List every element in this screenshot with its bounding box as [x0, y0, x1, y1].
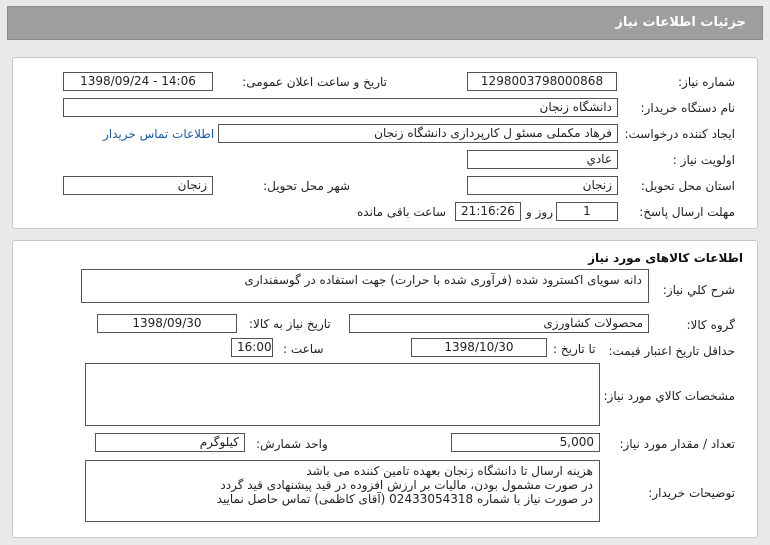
- deadline-time-field[interactable]: 21:16:26: [455, 202, 521, 221]
- buyer-notes-label: توضیحات خریدار:: [648, 486, 735, 500]
- quantity-label: تعداد / مقدار مورد نیاز:: [619, 437, 735, 451]
- buyer-notes-field[interactable]: [85, 460, 600, 522]
- unit-field[interactable]: کیلوگرم: [95, 433, 245, 452]
- need-number-label: شماره نیاز:: [678, 75, 735, 89]
- creator-field[interactable]: فرهاد مکملی مسئو ل کارپردازی دانشگاه زنجان: [218, 124, 618, 143]
- general-desc-label: شرح کلي نیاز:: [662, 283, 735, 297]
- announce-date-field[interactable]: 1398/09/24 - 14:06: [63, 72, 213, 91]
- page-title: جزئیات اطلاعات نیاز: [615, 15, 746, 30]
- general-desc-field[interactable]: دانه سویای اکسترود شده (فرآوری شده با حرارت) جهت استفاده در گوسفنداری: [81, 269, 649, 303]
- buyer-note-line: هزینه ارسال تا دانشگاه زنجان بعهده تامین کننده می باشد: [306, 464, 593, 478]
- priority-field[interactable]: عادي: [467, 150, 618, 169]
- remaining-label: ساعت باقی مانده: [357, 205, 447, 219]
- buyer-contact-link[interactable]: اطلاعات تماس خریدار: [103, 127, 215, 141]
- buyer-org-field[interactable]: دانشگاه زنجان: [63, 98, 618, 117]
- goods-group-field[interactable]: محصولات کشاورزی: [349, 314, 649, 333]
- min-price-validity-label: حداقل تاریخ اعتبار قیمت:: [608, 344, 735, 358]
- goods-section-title: اطلاعات کالاهای مورد نیاز: [588, 251, 743, 265]
- goods-group-label: گروه کالا:: [686, 318, 735, 332]
- price-time-field[interactable]: 16:00: [231, 338, 273, 357]
- deadline-label: مهلت ارسال پاسخ:: [639, 205, 735, 219]
- city-label: شهر محل تحویل:: [263, 179, 350, 193]
- buyer-org-label: نام دستگاه خریدار:: [640, 101, 735, 115]
- specs-label: مشخصات کالاي مورد نیاز:: [603, 389, 735, 403]
- announce-date-label: تاریخ و ساعت اعلان عمومی:: [242, 75, 387, 89]
- deadline-days-field[interactable]: 1: [556, 202, 618, 221]
- price-time-label: ساعت :: [283, 342, 324, 356]
- until-date-label: تا تاریخ :: [553, 342, 596, 356]
- province-label: استان محل تحویل:: [640, 179, 735, 193]
- need-date-field[interactable]: 1398/09/30: [97, 314, 237, 333]
- page-title-bar: [7, 6, 763, 40]
- goods-info-panel: [12, 240, 758, 538]
- until-date-field[interactable]: 1398/10/30: [411, 338, 547, 357]
- unit-label: واحد شمارش:: [256, 437, 328, 451]
- city-field[interactable]: زنجان: [63, 176, 213, 195]
- need-date-label: تاریخ نیاز به کالا:: [249, 317, 331, 331]
- priority-label: اولویت نیاز :: [672, 153, 735, 167]
- quantity-field[interactable]: 5,000: [451, 433, 600, 452]
- buyer-note-line: در صورت مشمول بودن، مالیات بر ارزش افزوده در قید پیشنهادی قید گردد: [220, 478, 593, 492]
- buyer-note-line: در صورت نیاز با شماره 02433054318 (آقای کاظمی) تماس حاصل نمایید: [216, 492, 593, 506]
- days-and-label: روز و: [526, 205, 553, 219]
- need-info-panel: [12, 57, 758, 229]
- specs-field[interactable]: [85, 363, 600, 426]
- province-field[interactable]: زنجان: [467, 176, 618, 195]
- creator-label: ایجاد کننده درخواست:: [624, 127, 735, 141]
- need-number-field[interactable]: 1298003798000868: [467, 72, 617, 91]
